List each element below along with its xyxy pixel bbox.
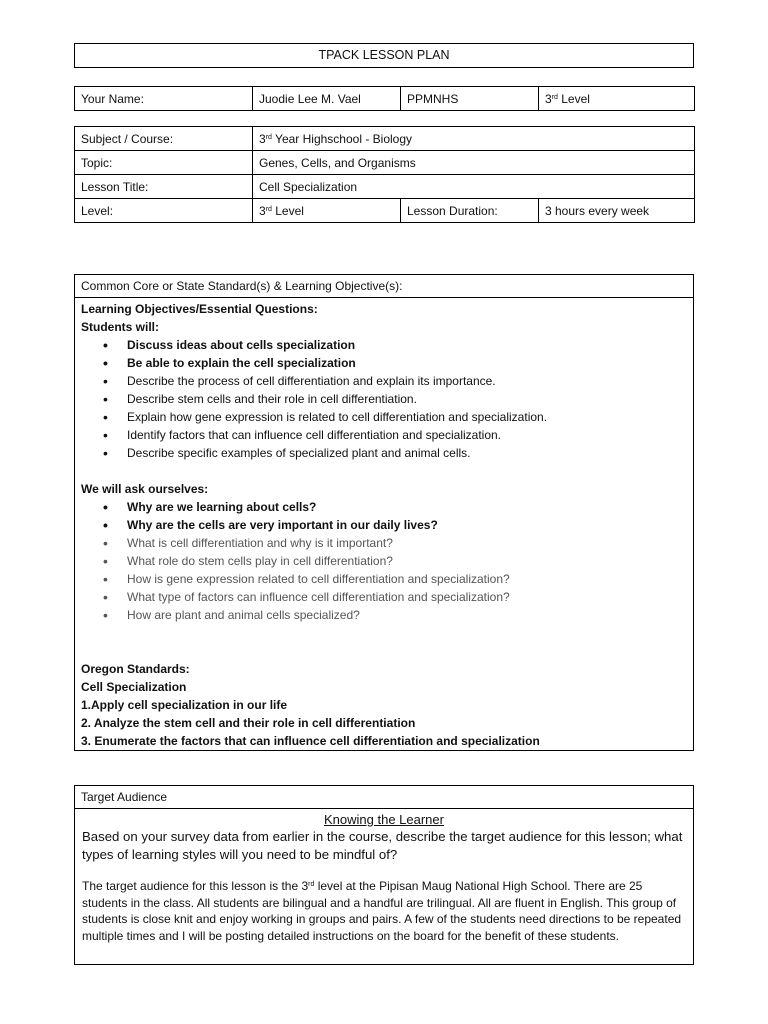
oregon-sub: Cell Specialization: [81, 680, 187, 694]
school-value: PPMNHS: [401, 87, 539, 111]
lesson-title-value: Cell Specialization: [253, 175, 695, 199]
duration-value: 3 hours every week: [539, 199, 695, 223]
oregon-item: 3. Enumerate the factors that can influence cell differentiation and specialization: [81, 734, 540, 748]
question-item: • How is gene expression related to cell differentiation and specialization?: [103, 570, 687, 588]
objectives-heading: Learning Objectives/Essential Questions:: [81, 302, 318, 316]
lesson-title-label: Lesson Title:: [75, 175, 253, 199]
subject-row: [75, 127, 695, 151]
lesson-info-table: [74, 126, 695, 223]
questions-list: [81, 498, 687, 624]
level-value: [539, 87, 695, 111]
level-info-sup: rd: [265, 205, 272, 213]
name-row: [75, 87, 695, 111]
objective-item: • Be able to explain the cell specialization: [103, 354, 687, 372]
objective-item: • Explain how gene expression is related to cell differentiation and specialization.: [103, 408, 687, 426]
objectives-list: [81, 336, 687, 462]
standards-heading: Common Core or State Standard(s) & Learning Objective(s):: [75, 275, 693, 298]
knowing-learner-heading: Knowing the Learner: [324, 812, 444, 827]
target-audience-body: [75, 809, 693, 946]
lesson-title-row: [75, 175, 695, 199]
subject-sup: rd: [265, 133, 272, 141]
oregon-item: 1.Apply cell specialization in our life: [81, 698, 288, 712]
standards-body: [75, 298, 693, 752]
topic-row: [75, 151, 695, 175]
question-item: • What is cell differentiation and why is it important?: [103, 534, 687, 552]
level-num: 3: [545, 91, 552, 106]
answer-post: level at the Pipisan Maug National High School. There are 25 students in the class. All students are bilingual and a handful are trilingual. All are fluent in English. This group of students is close knit and enjoy working in groups and pairs. A few of the students need directions to be repeated multiple times and I will be posting detailed instructions on the board for the benefit of these students.: [82, 879, 682, 943]
question-item: • How are plant and animal cells specialized?: [103, 606, 687, 624]
oregon-heading: Oregon Standards:: [81, 662, 190, 676]
level-info-num: 3: [259, 203, 266, 218]
question-item: • Why are the cells are very important in our daily lives?: [103, 516, 687, 534]
name-table: [74, 86, 695, 111]
level-label: Level:: [75, 199, 253, 223]
level-info-value: [253, 199, 401, 223]
lesson-plan-title: TPACK LESSON PLAN: [74, 43, 694, 68]
target-question: Based on your survey data from earlier in the course, describe the target audience for this lesson; what types of learning styles will you need to be mindful of?: [82, 829, 683, 862]
objective-item: • Describe stem cells and their role in cell differentiation.: [103, 390, 687, 408]
target-answer: [82, 878, 686, 944]
question-item: • What role do stem cells play in cell differentiation?: [103, 552, 687, 570]
objective-item: • Identify factors that can influence cell differentiation and specialization.: [103, 426, 687, 444]
objective-item: • Describe the process of cell differentiation and explain its importance.: [103, 372, 687, 390]
subject-rest: Year Highschool - Biology: [271, 131, 413, 146]
level-row: [75, 199, 695, 223]
duration-label: Lesson Duration:: [401, 199, 539, 223]
target-audience-section: [74, 785, 694, 965]
objective-item: • Describe specific examples of specialized plant and animal cells.: [103, 444, 687, 462]
level-info-word: Level: [271, 203, 304, 218]
target-audience-heading: Target Audience: [75, 786, 693, 809]
level-word: Level: [557, 91, 590, 106]
subject-num: 3: [259, 131, 266, 146]
topic-label: Topic:: [75, 151, 253, 175]
level-sup: rd: [551, 93, 558, 101]
ask-heading: We will ask ourselves:: [81, 482, 209, 496]
your-name-label: Your Name:: [75, 87, 253, 111]
subject-label: Subject / Course:: [75, 127, 253, 151]
question-item: • Why are we learning about cells?: [103, 498, 687, 516]
your-name-value: Juodie Lee M. Vael: [253, 87, 401, 111]
question-item: • What type of factors can influence cell differentiation and specialization?: [103, 588, 687, 606]
answer-sup: rd: [308, 881, 315, 888]
answer-pre: The target audience for this lesson is the 3: [82, 879, 309, 893]
topic-value: Genes, Cells, and Organisms: [253, 151, 695, 175]
oregon-item: 2. Analyze the stem cell and their role in cell differentiation: [81, 716, 416, 730]
subject-value: [253, 127, 695, 151]
students-will: Students will:: [81, 320, 159, 334]
standards-section: [74, 274, 694, 751]
objective-item: • Discuss ideas about cells specialization: [103, 336, 687, 354]
